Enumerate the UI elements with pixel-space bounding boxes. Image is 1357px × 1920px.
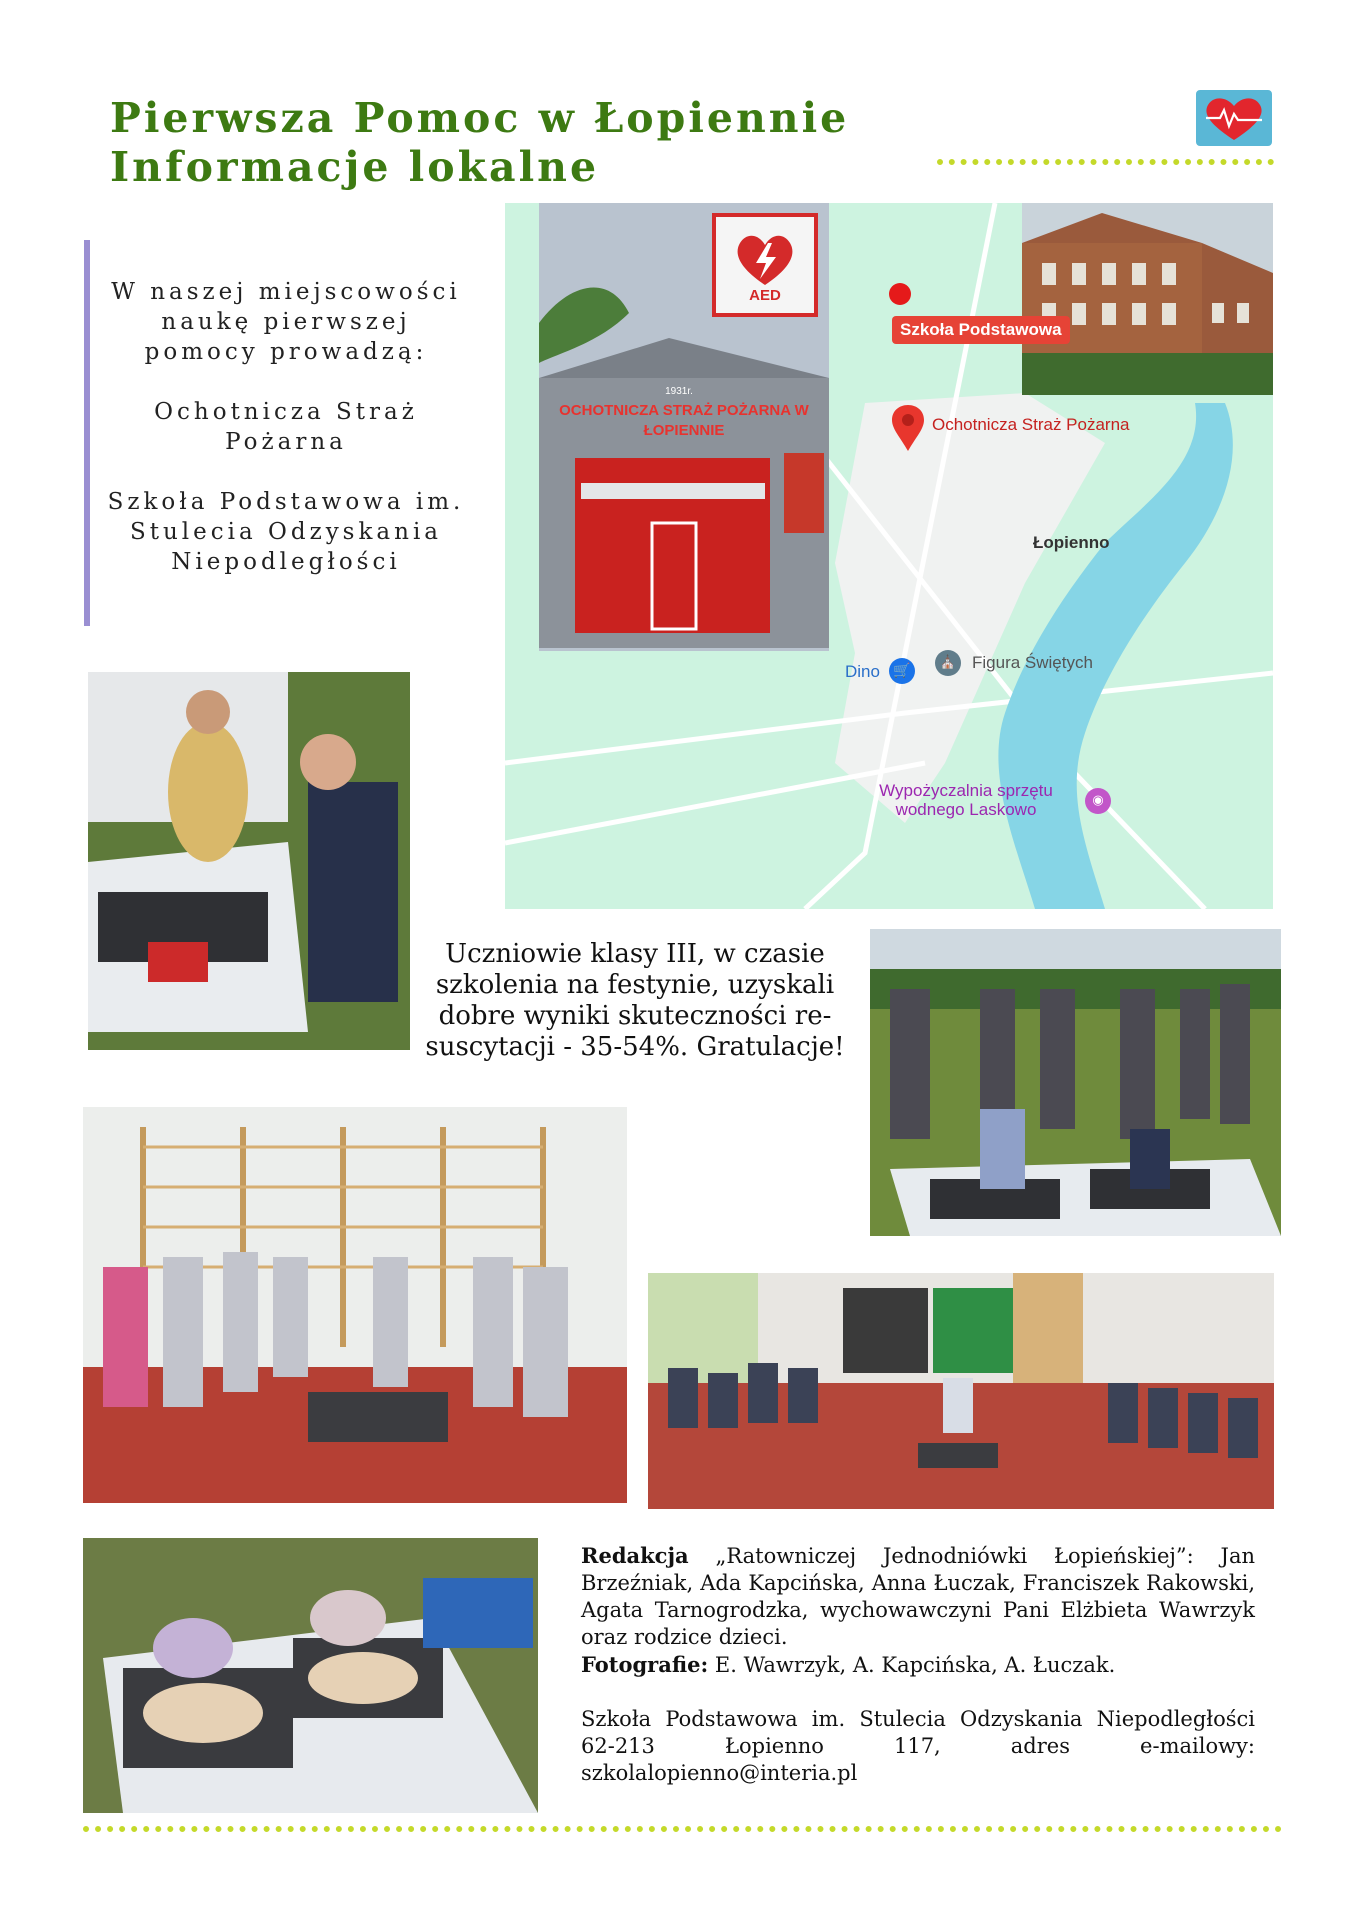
station-year: 1931r.: [665, 386, 693, 397]
local-map: [505, 203, 1273, 909]
fire-station-pin-label: Ochotnicza Straż Pożarna: [932, 415, 1130, 434]
title-line-1: Pierwsza Pomoc w Łopiennie: [110, 94, 850, 142]
footer-dotted-divider: [83, 1826, 1282, 1832]
photos-label: Fotografie:: [581, 1652, 709, 1677]
aed-sign: [712, 213, 818, 317]
results-caption: Uczniowie klasy III, w czasie szkolenia na festynie, uzyskali dobre wyniki skuteczności re-suscytacji - 35-54%. Gratulacje!: [425, 939, 845, 1062]
children-cpr-photo: [83, 1538, 538, 1813]
info-text-block: [104, 277, 468, 577]
credits-block: [581, 1542, 1255, 1787]
festival-field-photo: [870, 929, 1281, 1236]
poi-rental-label: Wypożyczalnia sprzętu wodnego Laskowo: [879, 781, 1053, 819]
aed-sign-label: AED: [749, 287, 781, 304]
camera-icon: ◉: [1085, 788, 1111, 814]
credits-editorial: [581, 1542, 1255, 1651]
poi-figura-label: Figura Świętych: [972, 653, 1093, 672]
header-dotted-divider: [937, 159, 1274, 165]
gym-demonstration-photo: [648, 1273, 1274, 1509]
poi-dino-label: Dino: [845, 662, 880, 681]
page-title: [110, 94, 849, 192]
shopping-cart-icon: 🛒: [889, 658, 915, 684]
school-building-photo: [1022, 203, 1273, 395]
cpr-training-photo: [88, 672, 410, 1050]
heart-pulse-icon: [1196, 90, 1272, 146]
village-label: Łopienno: [1033, 533, 1110, 552]
info-accent-bar: [84, 240, 90, 626]
title-line-2: Informacje lokalne: [110, 143, 600, 191]
info-org-school: Szkoła Podstawowa im. Stulecia Odzyskania Niepodległości: [107, 489, 465, 575]
info-org-fire-brigade: Ochotnicza Straż Pożarna: [154, 399, 418, 455]
school-pin-dot: [889, 283, 911, 305]
landmark-icon: ⛪: [935, 650, 961, 676]
station-sign-text: OCHOTNICZA STRAŻ POŻARNA W ŁOPIENNIE: [559, 402, 809, 439]
school-badge: Szkoła Podstawowa: [892, 316, 1070, 344]
photos-text: E. Wawrzyk, A. Kapcińska, A. Łuczak.: [708, 1653, 1116, 1677]
editorial-text: „Ratowniczej Jednodniówki Łopieńskiej”: Jan Brzeźniak, Ada Kapcińska, Anna Łuczak, Franciszek Rakowski, Agata Tarnogrodzka, wychowawczyni Pani Elżbieta Wawrzyk oraz rodzice dzieci.: [581, 1544, 1255, 1649]
map-pin-icon: [890, 403, 926, 453]
credits-photos: [581, 1651, 1255, 1679]
editorial-label: Redakcja: [581, 1543, 689, 1568]
school-address: Szkoła Podstawowa im. Stulecia Odzyskania Niepodległości 62-213 Łopienno 117, adres e-mailowy: szkolalopienno@interia.pl: [581, 1707, 1255, 1785]
class-group-photo: [83, 1107, 627, 1503]
info-intro: W naszej miejscowości naukę pierwszej pomocy prowadzą:: [111, 279, 461, 365]
fire-station-photo: [539, 203, 829, 651]
